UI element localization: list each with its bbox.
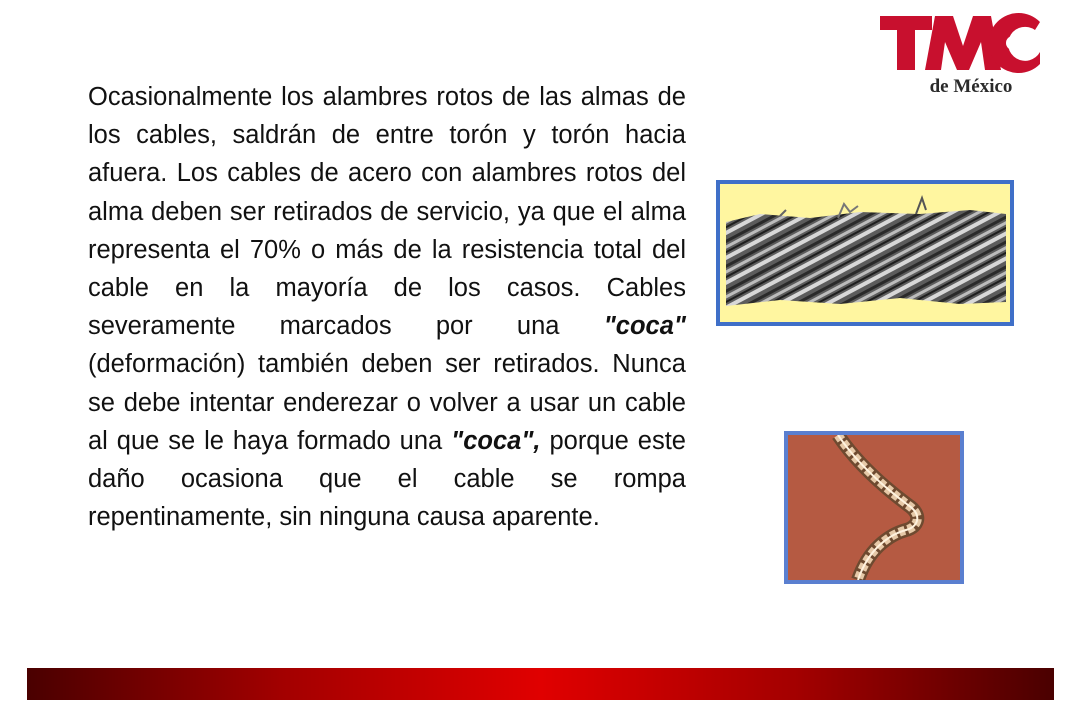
wire-rope-broken-core-photo — [716, 180, 1014, 326]
emphasis-coca-2: "coca", — [451, 426, 541, 455]
emphasis-coca-1: "coca" — [603, 312, 686, 341]
kinked-cable-photo — [784, 431, 964, 584]
body-paragraph — [88, 78, 686, 536]
tmc-logo-icon — [875, 8, 1045, 78]
paragraph-text-3: porque este daño ocasiona que el cable se rompa repentinamente, sin ninguna causa aparente. — [88, 426, 686, 532]
paragraph-text-1: Ocasionalmente los alambres rotos de las almas de los cables, saldrán de entre torón y torón hacia afuera. Los cables de acero con alambres rotos del alma deben ser retirados de servicio, ya que el alma representa el 70% o más de la resistencia total del cable en la mayoría de los casos. Cables severamente marcados por una — [88, 83, 686, 341]
broken-wire-rope-image — [720, 184, 1010, 322]
footer-bar — [27, 668, 1054, 700]
paragraph-text-2: (deformación) también deben ser retirados. Nunca se debe intentar enderezar o volver a usar un cable al que se le haya formado una — [88, 350, 686, 455]
kinked-cable-image — [788, 435, 960, 580]
logo-subtitle: de México — [929, 76, 1013, 97]
